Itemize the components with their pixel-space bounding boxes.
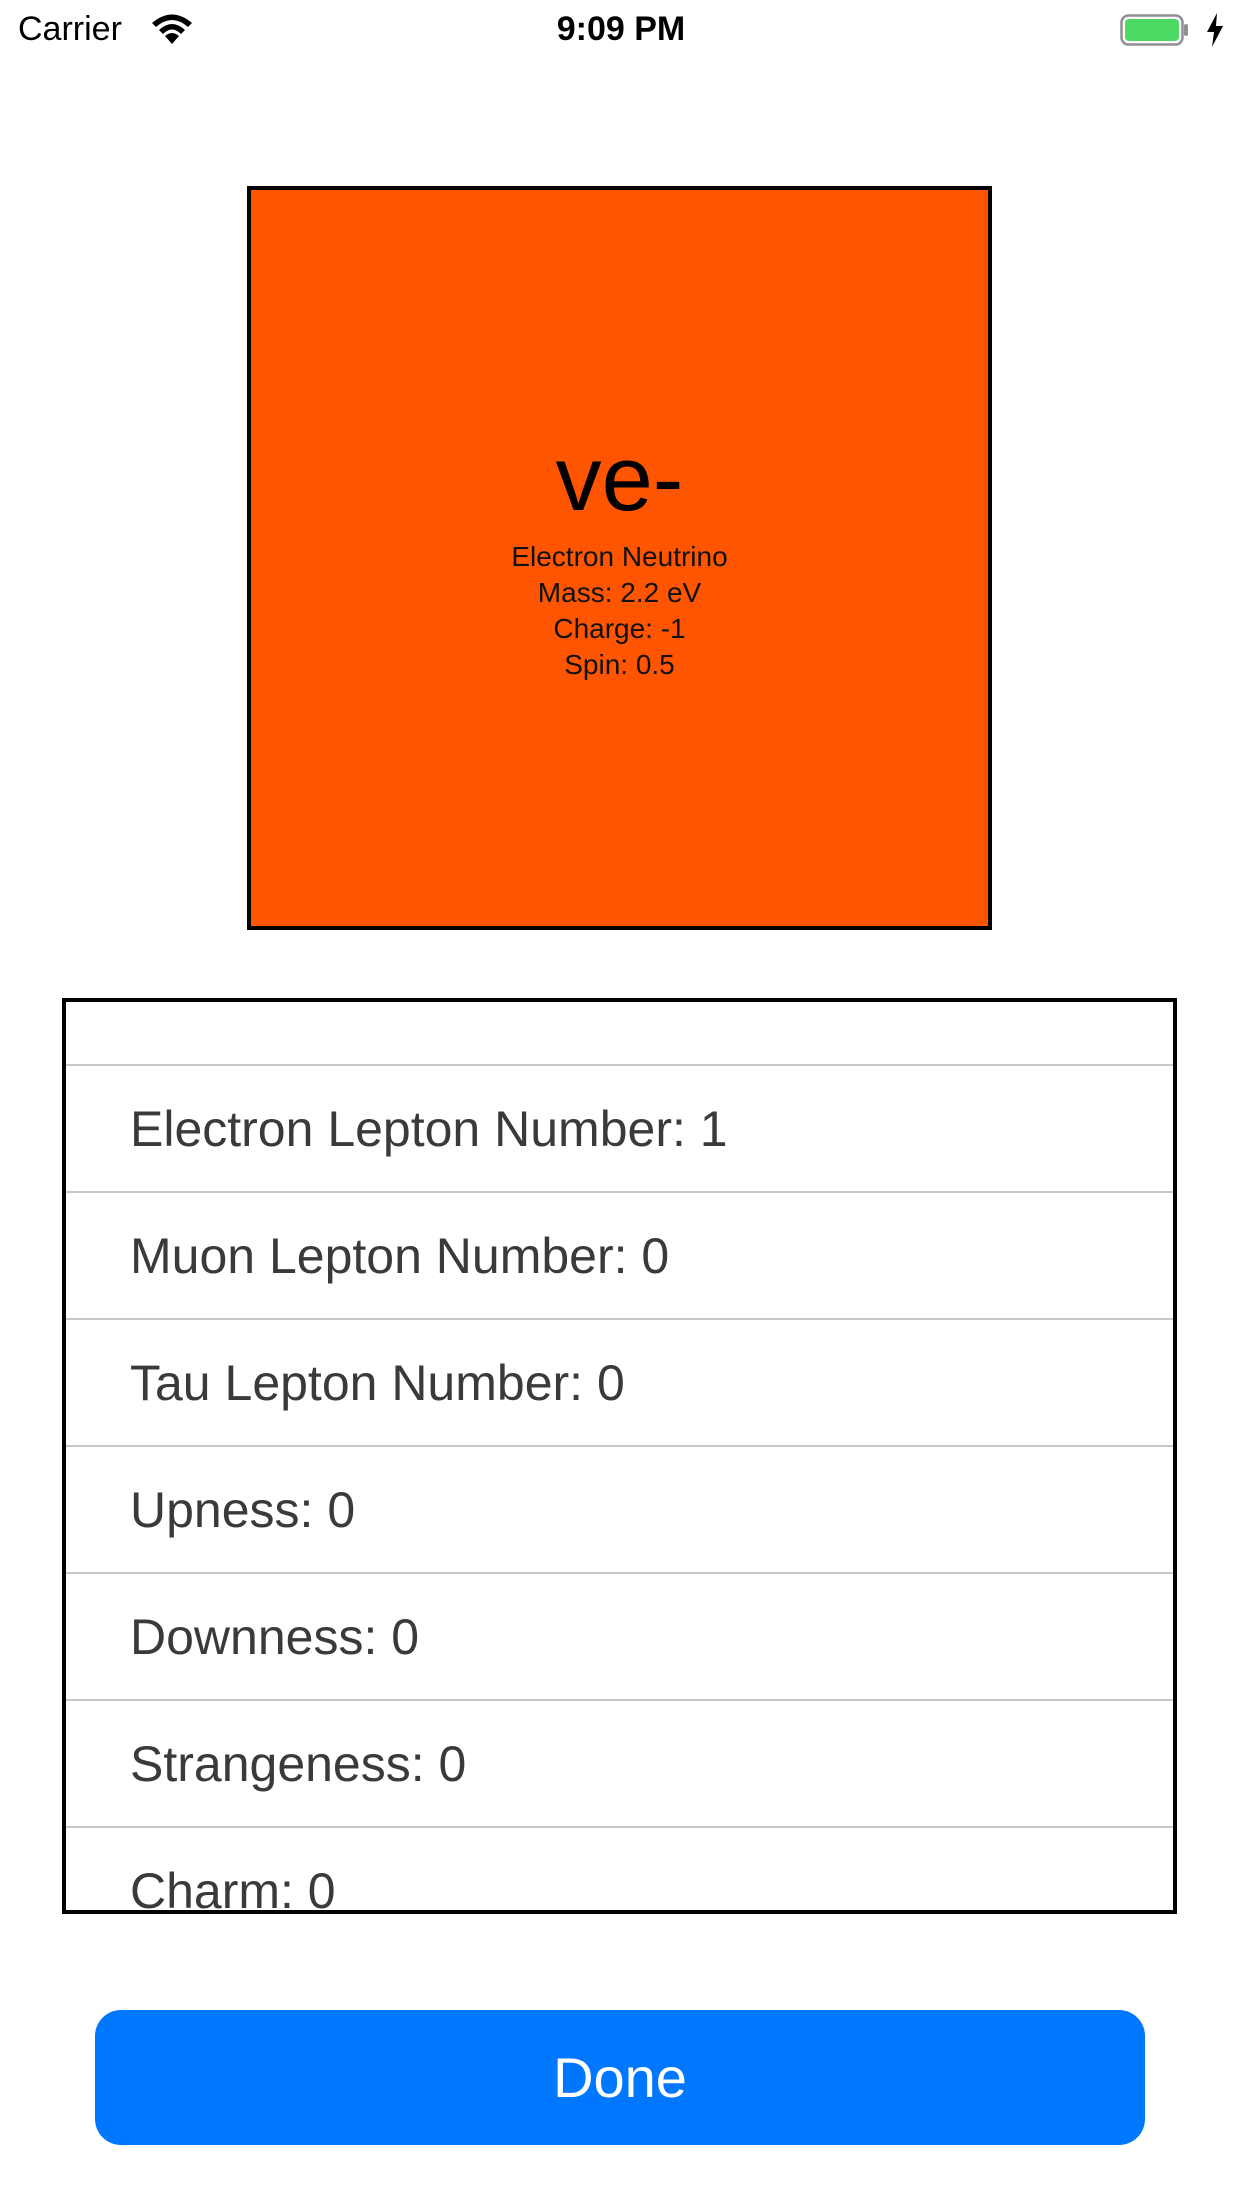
table-row-muon-lepton-number[interactable]: Muon Lepton Number: 0 — [66, 1193, 1173, 1320]
properties-table[interactable] — [62, 998, 1177, 1914]
table-row-partial — [66, 1002, 1173, 1066]
particle-charge: Charge: -1 — [553, 613, 686, 644]
particle-card — [247, 186, 992, 930]
particle-mass: Mass: 2.2 eV — [537, 577, 702, 608]
done-button[interactable]: Done — [95, 2010, 1145, 2145]
table-row-strangeness[interactable]: Strangeness: 0 — [66, 1701, 1173, 1828]
table-row-charm[interactable]: Charm: 0 — [130, 1862, 336, 1914]
table-row-upness[interactable]: Upness: 0 — [66, 1447, 1173, 1574]
particle-name: Electron Neutrino — [511, 541, 728, 572]
battery-icon — [1120, 14, 1190, 46]
table-row-tau-lepton-number[interactable]: Tau Lepton Number: 0 — [66, 1320, 1173, 1447]
particle-symbol: ve- — [555, 428, 684, 530]
table-row-electron-lepton-number[interactable]: Electron Lepton Number: 1 — [66, 1066, 1173, 1193]
particle-spin: Spin: 0.5 — [564, 649, 675, 680]
status-time: 9:09 PM — [556, 10, 686, 48]
carrier-label: Carrier — [18, 10, 122, 48]
table-row-downness[interactable]: Downness: 0 — [66, 1574, 1173, 1701]
status-bar — [0, 0, 1242, 60]
charging-bolt-icon — [1204, 12, 1226, 48]
